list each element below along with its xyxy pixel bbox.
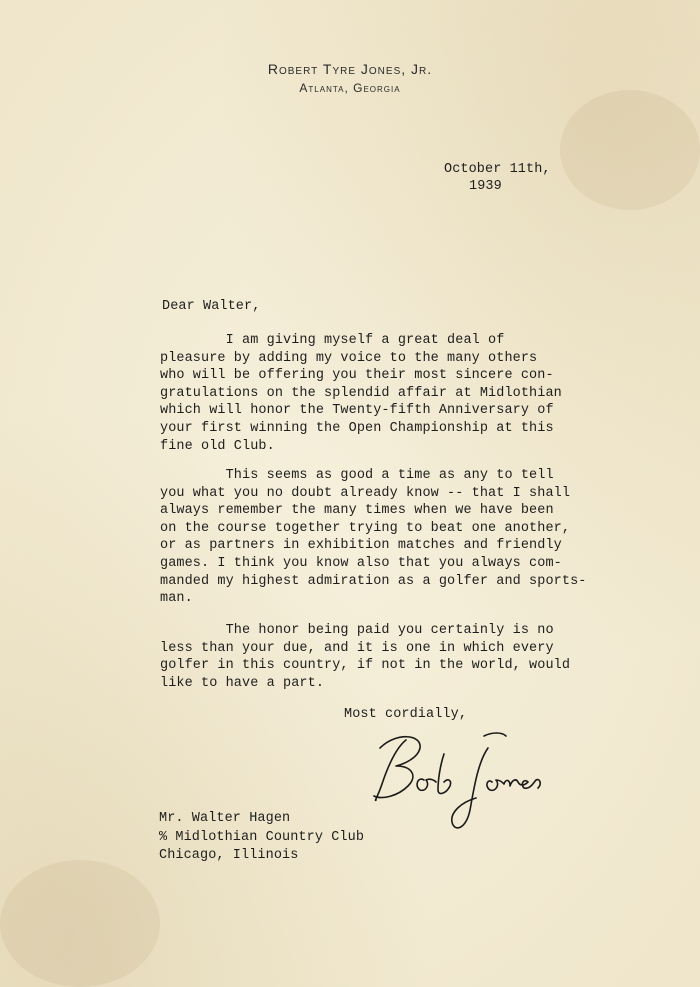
letterhead-name: Robert Tyre Jones, Jr.: [267, 61, 433, 77]
paragraph-line: gratulations on the splendid affair at Midlothian: [160, 385, 562, 401]
salutation: Dear Walter,: [162, 299, 261, 314]
address-line: % Midlothian Country Club: [159, 829, 365, 845]
paragraph-line: pleasure by adding my voice to the many others: [160, 350, 538, 366]
paragraph-line: I am giving myself a great deal of: [160, 333, 505, 348]
recipient-address: [159, 810, 364, 866]
letterhead-location: Atlanta, Georgia: [299, 81, 401, 95]
paragraph-line: This seems as good a time as any to tell: [160, 468, 554, 483]
paragraph-line: fine old Club.: [160, 438, 275, 454]
paragraph-2: [160, 467, 600, 608]
paragraph-line: or as partners in exhibition matches and friendly: [160, 538, 562, 554]
paragraph-line: The honor being paid you certainly is no: [160, 623, 554, 638]
paper-stain: [560, 90, 700, 210]
date-year: 1939: [469, 179, 502, 194]
paragraph-line: golfer in this country, if not in the world, would: [160, 658, 571, 674]
paragraph-line: man.: [160, 591, 193, 607]
handwritten-signature: [366, 726, 566, 836]
paragraph-line: your first winning the Open Championship at this: [160, 420, 554, 436]
closing: Most cordially,: [344, 707, 468, 722]
paragraph-line: on the course together trying to beat one another,: [160, 520, 571, 536]
paragraph-line: which will honor the Twenty-fifth Anniversary of: [160, 403, 554, 419]
paragraph-1: [160, 332, 600, 455]
paragraph-3: [160, 622, 600, 692]
date-line: October 11th,: [444, 162, 551, 177]
paper-stain: [0, 860, 160, 987]
paragraph-line: who will be offering you their most sincere con-: [160, 368, 554, 384]
address-line: Chicago, Illinois: [159, 848, 299, 863]
paragraph-line: less than your due, and it is one in which every: [160, 640, 554, 656]
paragraph-line: games. I think you know also that you always com-: [160, 555, 562, 571]
address-line: Mr. Walter Hagen: [159, 811, 291, 826]
paragraph-line: manded my highest admiration as a golfer and sports-: [160, 573, 587, 589]
paragraph-line: always remember the many times when we have been: [160, 503, 554, 519]
paragraph-line: like to have a part.: [160, 675, 325, 691]
paragraph-line: you what you no doubt already know -- that I shall: [160, 485, 571, 501]
